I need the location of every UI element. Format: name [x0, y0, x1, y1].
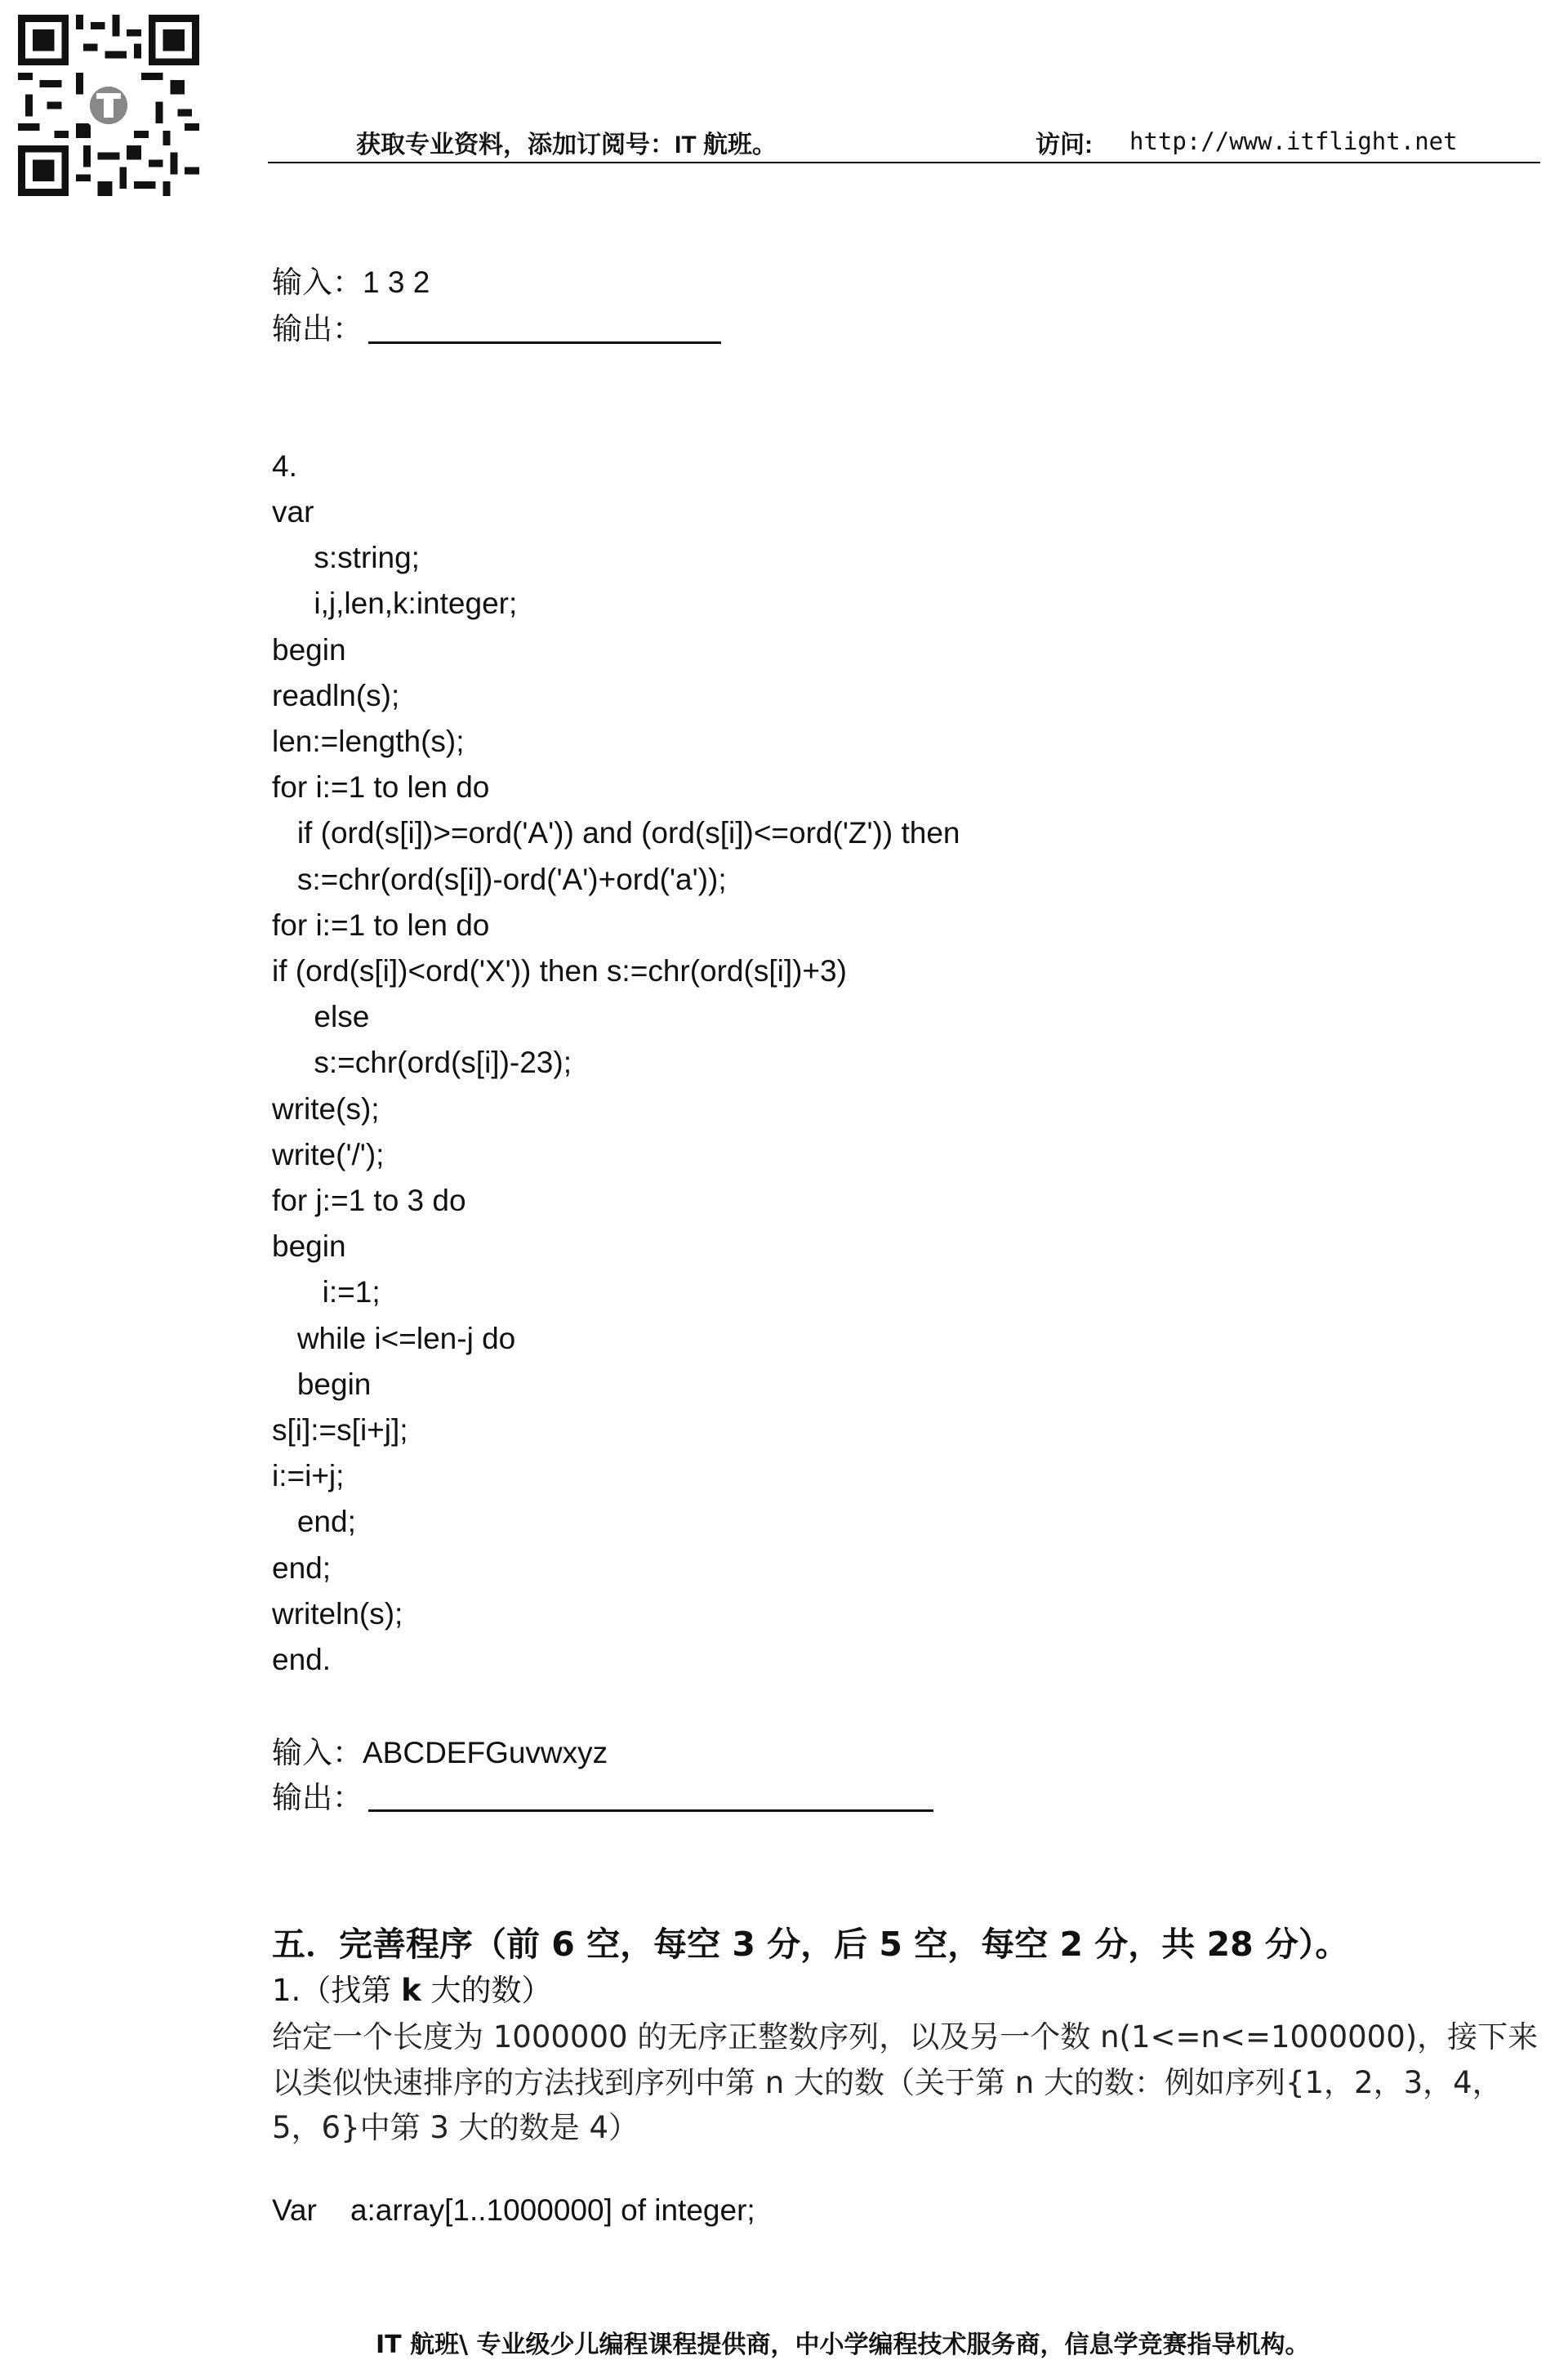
q3-output-label: 输出：: [272, 312, 363, 346]
code-line: while i<=len-j do: [272, 1322, 516, 1355]
q4-number: 4.: [272, 449, 297, 483]
code-line: for i:=1 to len do: [272, 770, 490, 804]
code-line: i,j,len,k:integer;: [272, 587, 518, 620]
header-url-link[interactable]: http://www.itflight.net: [1129, 127, 1458, 155]
code-line: end;: [272, 1551, 332, 1585]
header-visit-label: 访问:: [1036, 132, 1093, 158]
code-line: s:=chr(ord(s[i])-ord('A')+ord('a'));: [272, 863, 727, 896]
code-line: write(s);: [272, 1092, 380, 1126]
problem-desc-line: 给定一个长度为 1000000 的无序正整数序列，以及另一个数 n(1<=n<=1000000)，接下来: [272, 2019, 1539, 2054]
code-line: len:=length(s);: [272, 725, 465, 758]
code-line: end.: [272, 1643, 332, 1676]
header-divider: [268, 162, 1540, 163]
problem-desc-line: 以类似快速排序的方法找到序列中第 n 大的数（关于第 n 大的数：例如序列{1，2，3，4，: [272, 2065, 1503, 2100]
q3-answer-blank: [368, 341, 721, 344]
q3-input: 输入：1 3 2: [272, 265, 430, 299]
footer-text: IT 航班\ 专业级少儿编程课程提供商，中小学编程技术服务商，信息学竞赛指导机构。: [376, 2331, 1310, 2359]
code-line: for j:=1 to 3 do: [272, 1184, 466, 1217]
problem-title-suffix: 大的数）: [421, 1973, 552, 2008]
code-line: writeln(s);: [272, 1597, 403, 1631]
code-line: end;: [272, 1505, 356, 1538]
code-line: s:=chr(ord(s[i])-23);: [272, 1046, 572, 1079]
q4-input: 输入：ABCDEFGuvwxyz: [272, 1736, 608, 1769]
code-line: if (ord(s[i])<ord('X')) then s:=chr(ord(s[i])+3): [272, 954, 847, 988]
code-line: s:string;: [272, 541, 420, 574]
code-line: else: [272, 1000, 370, 1033]
q4-answer-blank: [368, 1809, 933, 1812]
problem-code-line: Var a:array[1..1000000] of integer;: [272, 2193, 755, 2227]
code-line: begin: [272, 1367, 372, 1401]
code-line: for i:=1 to len do: [272, 908, 490, 942]
q4-output-label: 输出：: [272, 1781, 363, 1814]
code-line: var: [272, 495, 314, 529]
problem-title-k: k: [401, 1973, 421, 2008]
code-line: begin: [272, 1229, 346, 1263]
code-line: s[i]:=s[i+j];: [272, 1413, 408, 1447]
qr-code-image: [15, 15, 203, 196]
section5-heading: 五．完善程序（前 6 空，每空 3 分，后 5 空，每空 2 分，共 28 分）。: [272, 1925, 1349, 1964]
header-subscription-text: 获取专业资料，添加订阅号：IT 航班。: [356, 132, 777, 158]
code-line: readln(s);: [272, 679, 400, 712]
code-line: begin: [272, 633, 346, 667]
problem-title-prefix: 1.（找第: [272, 1973, 402, 2008]
code-line: i:=1;: [272, 1275, 381, 1309]
problem-title: [272, 1965, 551, 2010]
code-line: if (ord(s[i])>=ord('A')) and (ord(s[i])<=ord('Z')) then: [272, 816, 960, 850]
problem-desc-line: 5，6}中第 3 大的数是 4）: [272, 2110, 639, 2145]
code-line: i:=i+j;: [272, 1459, 345, 1492]
code-line: write('/');: [272, 1138, 385, 1171]
